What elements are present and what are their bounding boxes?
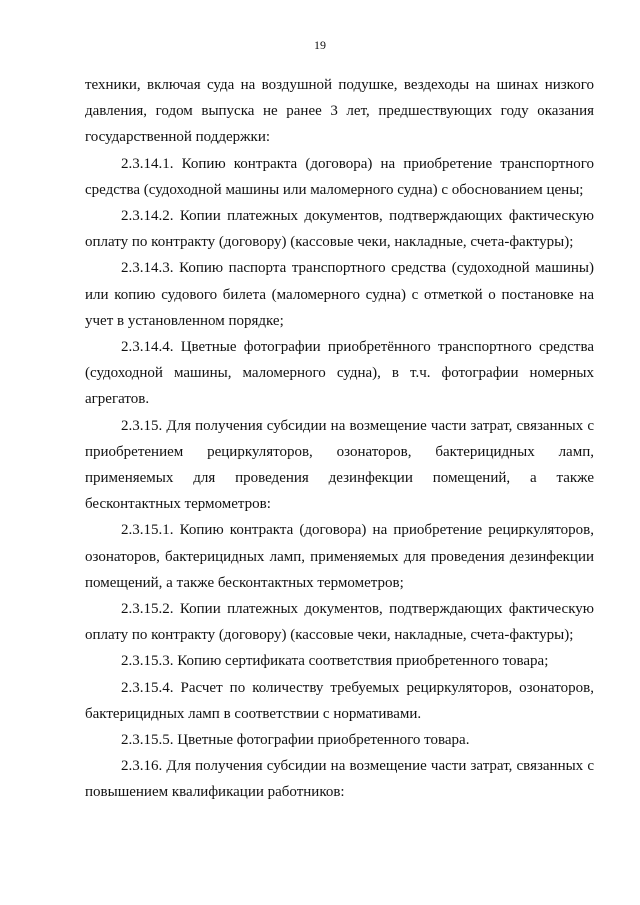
document-body [85,72,594,806]
paragraph-continuation: техники, включая суда на воздушной подушке, вездеходы на шинах низкого давления, годом выпуска не ранее 3 лет, предшествующих году оказания государственной поддержки: [85,77,594,146]
paragraph-2-3-14-2: 2.3.14.2. Копии платежных документов, подтверждающих фактическую оплату по контракту (договору) (кассовые чеки, накладные, счета-фактуры); [85,208,594,251]
paragraph-2-3-14-4: 2.3.14.4. Цветные фотографии приобретённого транспортного средства (судоходной машины, маломерного судна), в т.ч. фотографии номерных агрегатов. [85,339,594,408]
paragraph-2-3-15-4: 2.3.15.4. Расчет по количеству требуемых рециркуляторов, озонаторов, бактерицидных ламп в соответствии с нормативами. [85,679,594,722]
paragraph-2-3-15: 2.3.15. Для получения субсидии на возмещение части затрат, связанных с приобретением рециркуляторов, озонаторов, бактерицидных ламп, применяемых для проведения дезинфекции помещений, а также бесконтактных термометров: [85,417,594,513]
paragraph-2-3-15-5: 2.3.15.5. Цветные фотографии приобретенного товара. [121,732,470,749]
paragraph-2-3-16: 2.3.16. Для получения субсидии на возмещение части затрат, связанных с повышением квалификации работников: [85,758,594,801]
paragraph-2-3-15-3: 2.3.15.3. Копию сертификата соответствия приобретенного товара; [121,653,549,670]
paragraph-2-3-15-1: 2.3.15.1. Копию контракта (договора) на приобретение рециркуляторов, озонаторов, бактерицидных ламп, применяемых для проведения дезинфекции помещений, а также бесконтактных термометров; [85,522,594,591]
page-number: 19 [314,38,326,52]
paragraph-2-3-15-2: 2.3.15.2. Копии платежных документов, подтверждающих фактическую оплату по контракту (договору) (кассовые чеки, накладные, счета-фактуры); [85,601,594,644]
paragraph-2-3-14-3: 2.3.14.3. Копию паспорта транспортного средства (судоходной машины) или копию судового билета (маломерного судна) с отметкой о постановке на учет в установленном порядке; [85,260,594,329]
paragraph-2-3-14-1: 2.3.14.1. Копию контракта (договора) на приобретение транспортного средства (судоходной машины или маломерного судна) с обоснованием цены; [85,155,594,198]
